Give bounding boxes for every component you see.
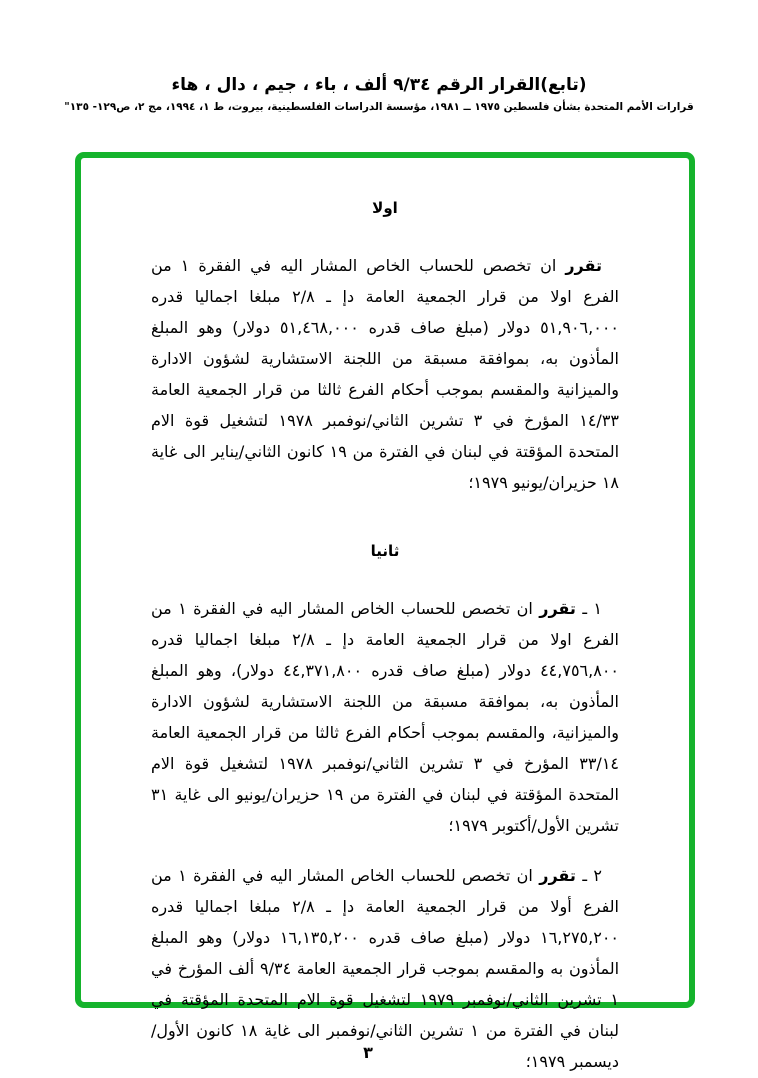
paragraph-text: ان تخصص للحساب الخاص المشار اليه في الفقرة ١ من الفرع اولا من قرار الجمعية العامة دإ ـ ٢/٨ مبلغا اجماليا قدره ٥١,٩٠٦,٠٠٠ دولار (مبلغ صاف قدره ٥١,٤٦٨,٠٠٠ دولار) وهو المبلغ المأذون به، بموافقة مسبقة من اللجنة الاستشارية لشؤون الادارة والميزانية والمقسم بموجب أحكام الفرع ثالثا من قرار الجمعية العامة ١٤/٣٣ المؤرخ في ٣ تشرين الثاني/نوفمبر ١٩٧٨ لتشغيل قوة الام المتحدة المؤقتة في لبنان في الفترة من ١٩ كانون الثاني/يناير الى غاية ١٨ حزيران/يونيو ١٩٧٩؛	[151, 256, 620, 492]
paragraph-text: ان تخصص للحساب الخاص المشار اليه في الفقرة ١ من الفرع اولا من قرار الجمعية العامة دإ ـ ٢/٨ مبلغا اجماليا قدره ٤٤,٧٥٦,٨٠٠ دولار (مبلغ صاف قدره ٤٤,٣٧١,٨٠٠ دولار)، وهو المبلغ المأذون به، بموافقة مسبقة من اللجنة الاستشارية لشؤون الادارة والميزانية، والمقسم بموجب أحكام الفرع ثالثا من قرار الجمعية العامة ٣٣/١٤ المؤرخ في ٣ تشرين الثاني/نوفمبر ١٩٧٨ لتشغيل قوة الام المتحدة المؤقتة في لبنان في الفترة من ١٩ حزيران/يونيو الى غاية ٣١ تشرين الأول/أكتوبر ١٩٧٩؛	[151, 599, 620, 835]
paragraph-prefix: ١ ـ	[575, 599, 602, 618]
paragraph-text: ان تخصص للحساب الخاص المشار اليه في الفقرة ١ من الفرع أولا من قرار الجمعية العامة دإ ـ ٢/٨ مبلغا اجماليا قدره ١٦,٢٧٥,٢٠٠ دولار (مبلغ صاف قدره ١٦,١٣٥,٢٠٠ دولار) وهو المبلغ المأذون به والمقسم بموجب قرار الجمعية العامة ٩/٣٤ ألف المؤرخ في ١ تشرين الثاني/نوفمبر ١٩٧٩ لتشغيل قوة الام المتحدة المؤقتة في لبنان في الفترة من ١ تشرين الثاني/نوفمبر الى غاية ١٨ كانون الأول/ديسمبر ١٩٧٩؛	[151, 866, 620, 1071]
page-header	[0, 74, 758, 115]
page-number: ٣	[363, 1043, 373, 1062]
paragraph-second-operative-1	[151, 593, 619, 841]
source-citation: قرارات الأمم المتحدة بشأن فلسطين ١٩٧٥ ــ ١٩٨١، مؤسسة الدراسات الفلسطينية، بيروت، ط ١، ١٩٩٤، مج ٢، ص١٢٩- ١٣٥"	[64, 101, 694, 113]
decides-keyword: تقرر	[565, 256, 602, 275]
resolution-body	[151, 199, 619, 1077]
section-heading-second: ثانيا	[370, 542, 400, 560]
highlight-frame	[75, 152, 695, 1071]
decides-keyword: تقرر	[539, 866, 576, 885]
resolution-title: (تابع)القرار الرقم ٩/٣٤ ألف ، باء ، جيم ، دال ، هاء	[171, 75, 587, 95]
paragraph-first-operative	[151, 250, 619, 498]
section-heading-first: اولا	[372, 199, 398, 217]
paragraph-prefix: ٢ ـ	[575, 866, 602, 885]
decides-keyword: تقرر	[539, 599, 576, 618]
